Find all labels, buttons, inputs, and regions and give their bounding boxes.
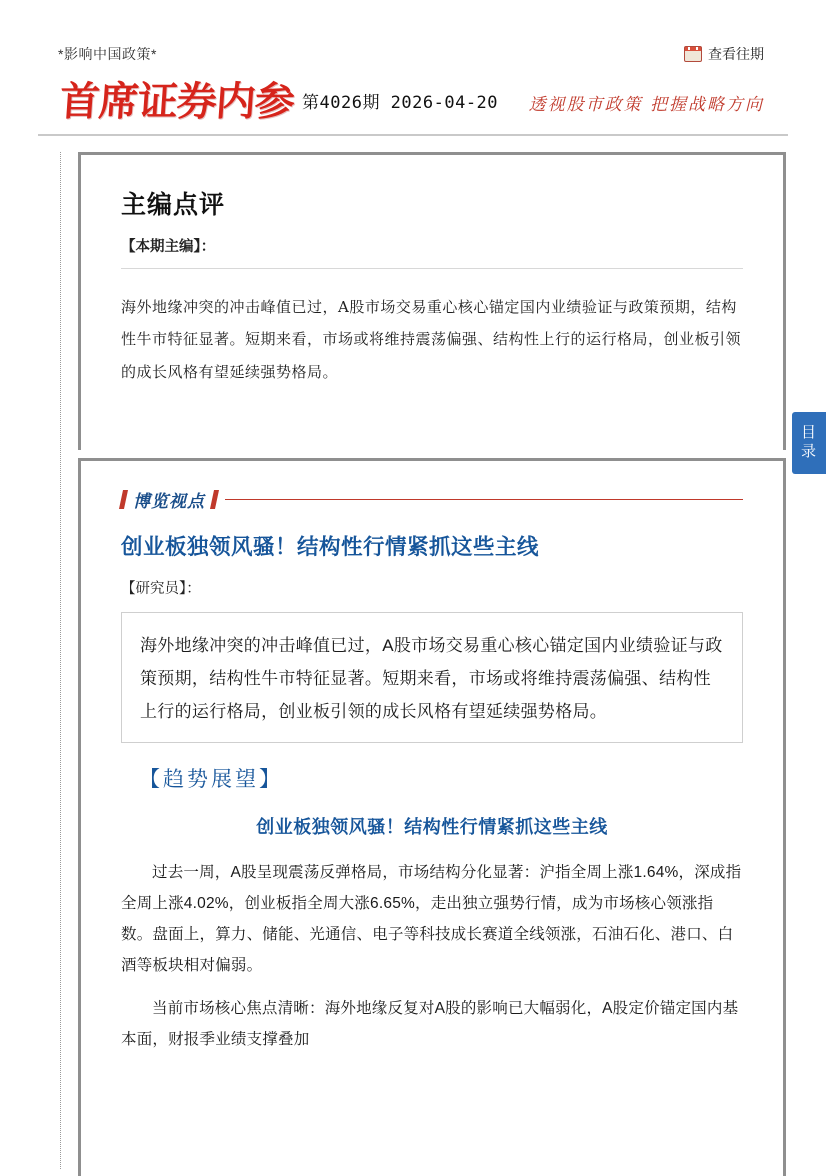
publication-logo: 首席证券内参: [58, 78, 296, 125]
masthead: [0, 70, 826, 136]
page-title: 主编点评: [121, 190, 226, 219]
article-paragraph: 当前市场核心焦点清晰：海外地缘反复对A股的影响已大幅弱化，A股定价锚定国内基本面，财报季业绩支撑叠加: [121, 1000, 739, 1049]
article-summary-quote: 海外地缘冲突的冲击峰值已过，A股市场交易重心核心锚定国内业绩验证与政策预期，结构性牛市特征显著。短期来看，市场或将维持震荡偏强、结构性上行的运行格局，创业板引领的成长风格有望延续强势格局。: [121, 612, 743, 743]
editorial-text: 海外地缘冲突的冲击峰值已过，A股市场交易重心核心锚定国内业绩验证与政策预期，结构性牛市特征显著。短期来看，市场或将维持震荡偏强、结构性上行的运行格局，创业板引领的成长风格有望延续强势格局。: [121, 298, 742, 381]
viewpoint-panel: [78, 458, 786, 1176]
viewpoint-section-header: [121, 487, 743, 512]
viewpoint-header-rule: [225, 499, 743, 500]
accent-bar-left-icon: [119, 490, 128, 509]
trend-outlook-label: 【趋势展望】: [139, 767, 283, 792]
article-sub-headline: 创业板独领风骚！结构性行情紧抓这些主线: [256, 817, 608, 838]
left-dotted-rule: [60, 152, 61, 1169]
accent-bar-right-icon: [210, 490, 219, 509]
editorial-panel: [78, 152, 786, 450]
editor-label: 【本期主编】：: [121, 239, 216, 255]
archive-label: 查看往期: [708, 46, 764, 62]
article-headline[interactable]: 创业板独领风骚！结构性行情紧抓这些主线: [121, 535, 540, 559]
researcher-label: 【研究员】：: [121, 581, 201, 597]
issue-number-date: 第4026期 2026-04-20: [302, 93, 499, 113]
masthead-divider: [38, 134, 788, 136]
masthead-slogan: 透视股市政策 把握战略方向: [528, 95, 764, 115]
toc-side-tab[interactable]: 目录: [792, 412, 826, 474]
viewpoint-section-label: 博览视点: [133, 492, 205, 512]
policy-tag: *影响中国政策*: [58, 46, 157, 62]
calendar-icon: [684, 46, 702, 62]
top-bar: [0, 0, 826, 62]
content-frame: [78, 152, 786, 1169]
archive-link[interactable]: [684, 44, 764, 64]
article-paragraph: 过去一周，A股呈现震荡反弹格局，市场结构分化显著：沪指全周上涨1.64%，深成指全周上涨4.02%，创业板指全周大涨6.65%，走出独立强势行情，成为市场核心领涨指数。盘面上，算力、储能、光通信、电子等科技成长赛道全线领涨，石油石化、港口、白酒等板块相对偏弱。: [121, 864, 742, 975]
editorial-divider: [121, 268, 743, 269]
